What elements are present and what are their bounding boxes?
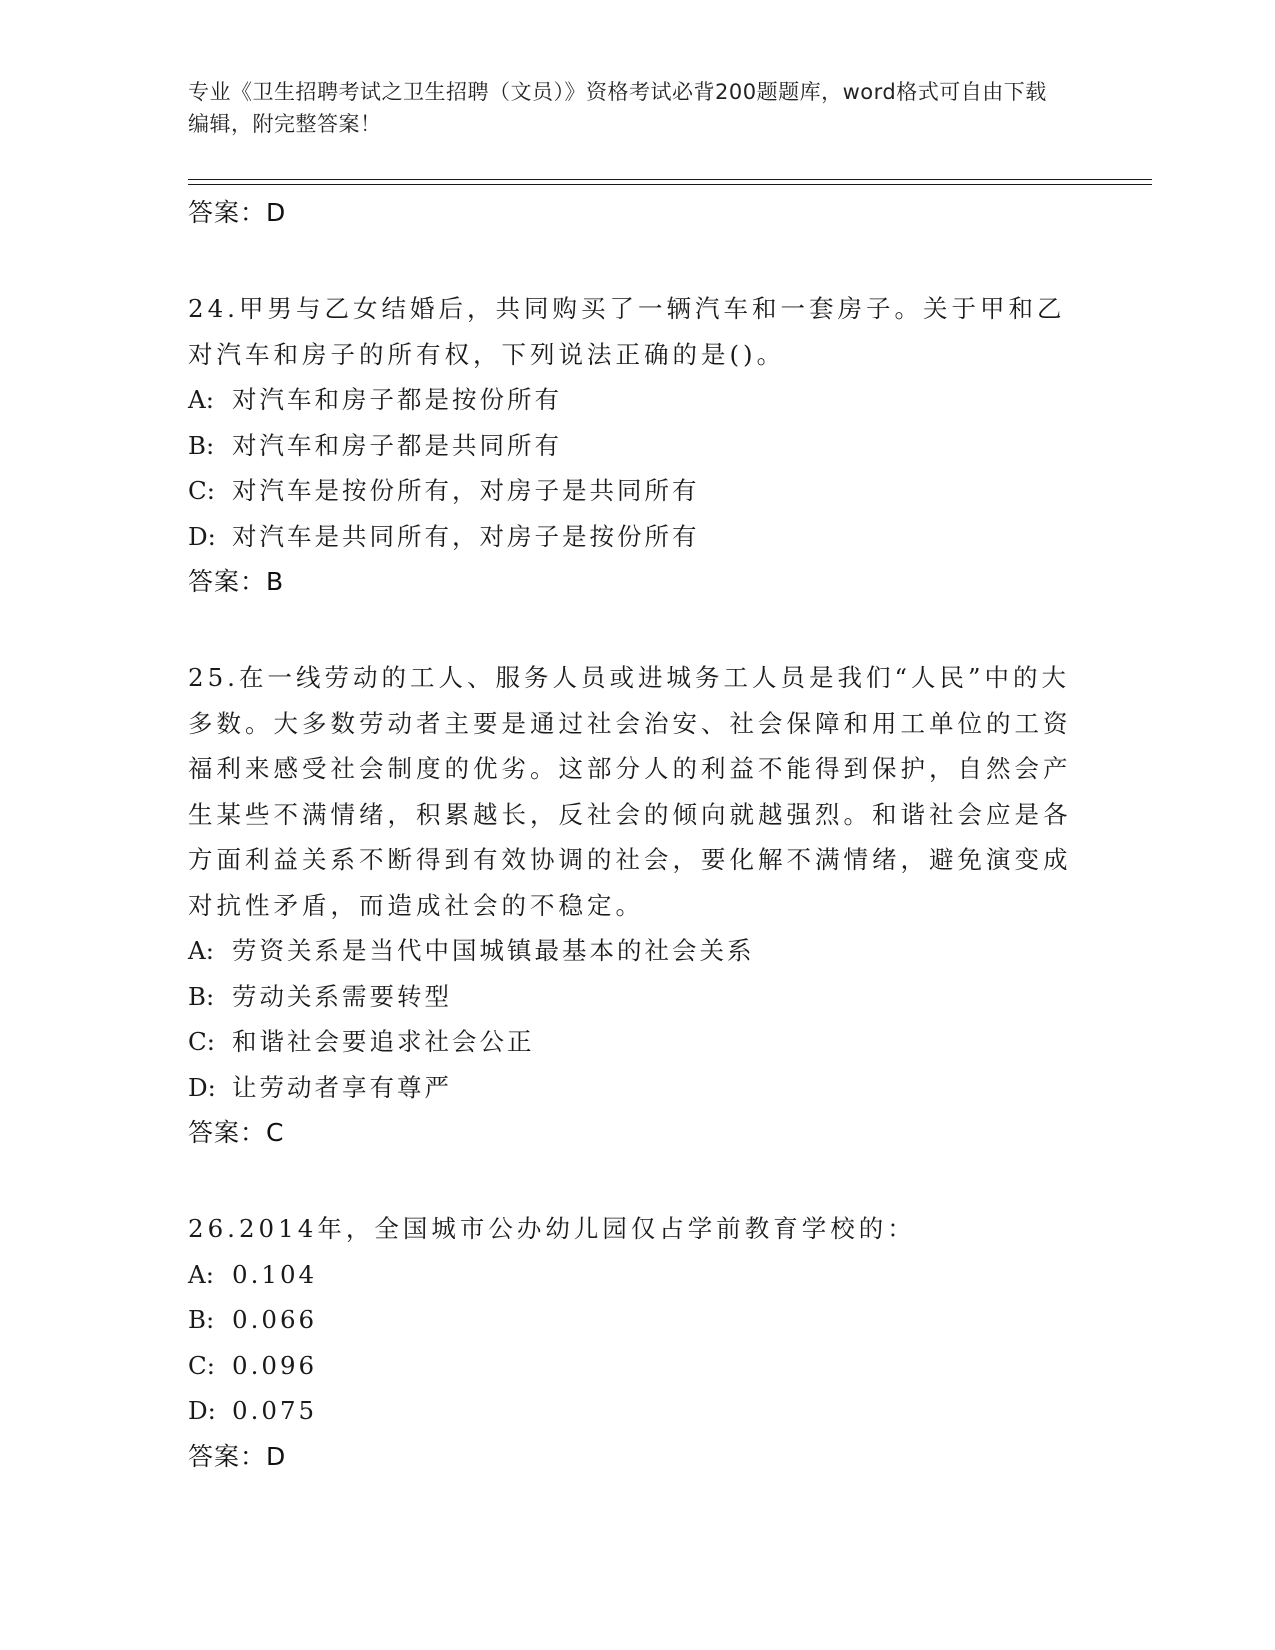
option-c bbox=[188, 1019, 1088, 1065]
option-b bbox=[188, 974, 1088, 1020]
option-text: 和谐社会要追求社会公正 bbox=[232, 1027, 535, 1056]
answer-25: 答案：C bbox=[188, 1118, 285, 1147]
option-key: A: bbox=[188, 1259, 214, 1289]
question-25 bbox=[188, 655, 1088, 1156]
option-b bbox=[188, 423, 1088, 469]
option-text: 0.075 bbox=[232, 1396, 318, 1425]
option-key: B: bbox=[188, 1305, 215, 1334]
option-a bbox=[188, 377, 1088, 423]
question-list bbox=[188, 190, 1088, 1480]
option-text: 0.066 bbox=[232, 1305, 318, 1334]
answer-24: 答案：B bbox=[188, 567, 285, 596]
option-d bbox=[188, 1388, 1088, 1434]
option-key: D: bbox=[188, 1072, 216, 1102]
option-b bbox=[188, 1297, 1088, 1343]
option-a bbox=[188, 1252, 1088, 1298]
option-key: A: bbox=[188, 936, 214, 965]
question-stem: 26.2014年，全国城市公办幼儿园仅占学前教育学校的： bbox=[188, 1214, 916, 1243]
option-text: 对汽车和房子都是共同所有 bbox=[232, 430, 562, 460]
option-d bbox=[188, 1065, 1088, 1111]
option-text: 劳资关系是当代中国城镇最基本的社会关系 bbox=[232, 936, 755, 965]
question-24 bbox=[188, 286, 1088, 605]
question-stem: 24.甲男与乙女结婚后，共同购买了一辆汽车和一套房子。关于甲和乙对汽车和房子的所有权，下列说法正确的是()。 bbox=[188, 294, 1066, 369]
option-key: D: bbox=[188, 1396, 216, 1425]
option-text: 让劳动者享有尊严 bbox=[232, 1072, 452, 1102]
question-stem: 25.在一线劳动的工人、服务人员或进城务工人员是我们“人民”中的大多数。大多数劳动者主要是通过社会治安、社会保障和用工单位的工资福利来感受社会制度的优劣。这部分人的利益不能得到保护，自然会产生某些不满情绪，积累越长，反社会的倾向就越强烈。和谐社会应是各方面利益关系不断得到有效协调的社会，要化解不满情绪，避免演变成对抗性矛盾，而造成社会的不稳定。 bbox=[188, 663, 1072, 920]
option-c bbox=[188, 1343, 1088, 1389]
option-key: C: bbox=[188, 1027, 216, 1056]
question-26 bbox=[188, 1206, 1088, 1480]
page-header: 专业《卫生招聘考试之卫生招聘（文员）》资格考试必背200题题库，word格式可自由下载编辑，附完整答案！ bbox=[188, 80, 1047, 136]
option-text: 对汽车和房子都是按份所有 bbox=[232, 385, 562, 414]
option-key: C: bbox=[188, 476, 216, 505]
header-rule-bottom bbox=[188, 184, 1152, 185]
option-a bbox=[188, 928, 1088, 974]
option-text: 劳动关系需要转型 bbox=[232, 981, 452, 1011]
option-key: D: bbox=[188, 521, 216, 551]
option-c bbox=[188, 468, 1088, 514]
header-rule-top bbox=[188, 179, 1152, 180]
option-text: 对汽车是按份所有，对房子是共同所有 bbox=[232, 476, 700, 505]
option-d bbox=[188, 514, 1088, 560]
answer-26: 答案：D bbox=[188, 1441, 287, 1471]
option-text: 0.096 bbox=[232, 1350, 318, 1380]
option-key: A: bbox=[188, 385, 214, 414]
previous-answer: 答案：D bbox=[188, 198, 287, 227]
option-key: B: bbox=[188, 430, 215, 460]
option-key: B: bbox=[188, 981, 215, 1011]
option-text: 0.104 bbox=[232, 1259, 318, 1289]
option-key: C: bbox=[188, 1350, 216, 1380]
option-text: 对汽车是共同所有，对房子是按份所有 bbox=[232, 521, 700, 551]
